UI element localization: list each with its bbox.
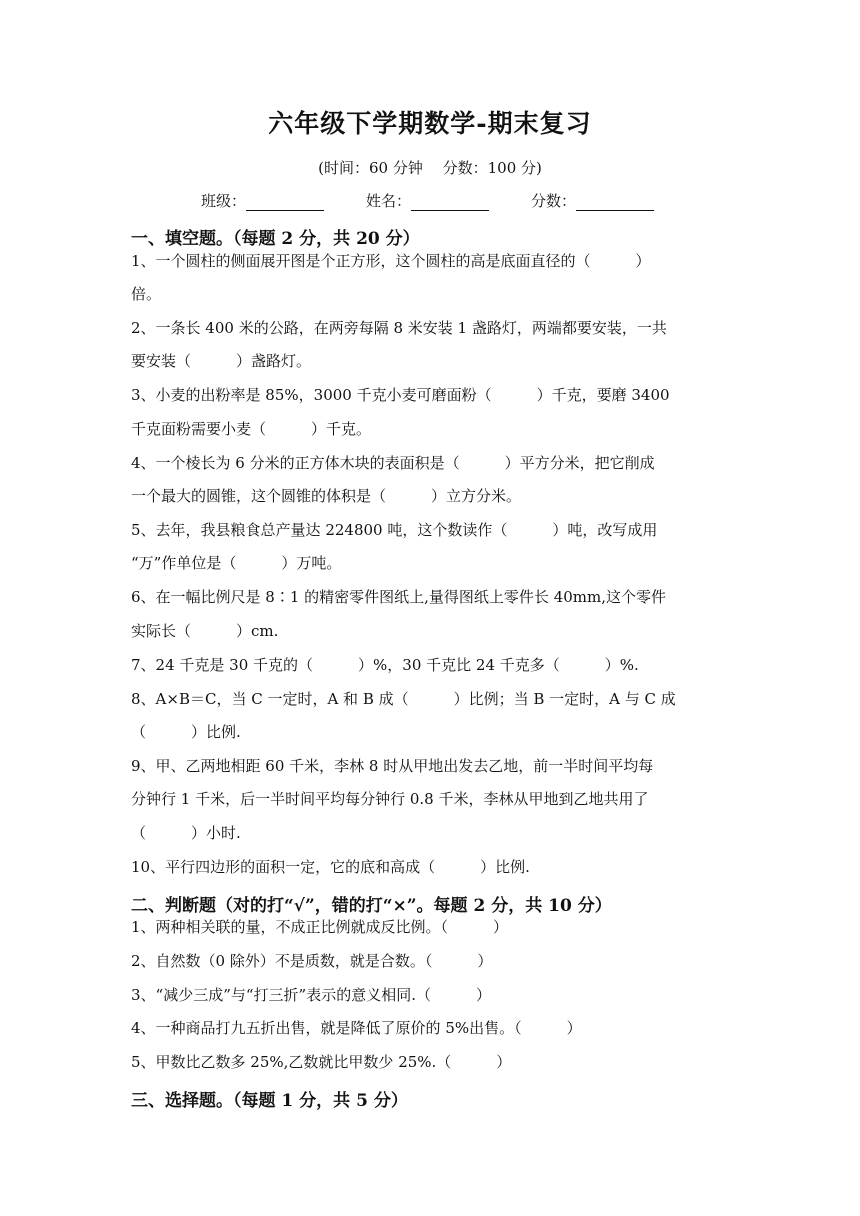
class-label: 班级：: [201, 192, 247, 210]
question-line: 倍。: [131, 285, 162, 303]
question-line: 6、在一幅比例尺是 8∶1 的精密零件图纸上,量得图纸上零件长 40mm,这个零件: [131, 588, 667, 606]
question-line: 2、自然数（0 除外）不是质数，就是合数。（ ）: [131, 952, 493, 970]
question-line: 2、一条长 400 米的公路，在两旁每隔 8 米安装 1 盏路灯，两端都要安装，一共: [131, 319, 667, 337]
question-line: 实际长（ ）cm.: [131, 622, 279, 640]
name-blank[interactable]: [411, 192, 489, 211]
score-blank[interactable]: [576, 192, 654, 211]
question-line: 3、小麦的出粉率是 85%，3000 千克小麦可磨面粉（ ）千克，要磨 3400: [131, 386, 670, 404]
question-line: 分钟行 1 千米，后一半时间平均每分钟行 0.8 千米，李林从甲地到乙地共用了: [131, 790, 649, 808]
name-label: 姓名：: [366, 192, 412, 210]
question-line: 10、平行四边形的面积一定，它的底和高成（ ）比例.: [131, 858, 530, 876]
name-field: [366, 190, 489, 211]
question-line: 8、A×B＝C，当 C 一定时，A 和 B 成（ ）比例；当 B 一定时，A 与 C 成: [131, 690, 676, 708]
score-field: [531, 190, 654, 211]
question-line: （ ）小时.: [131, 824, 241, 842]
question-line: 一个最大的圆锥，这个圆锥的体积是（ ）立方分米。: [131, 487, 522, 505]
page-title: 六年级下学期数学-期末复习: [268, 109, 592, 138]
exam-time-score: (时间：60 分钟 分数：100 分): [318, 159, 542, 177]
section-multiple-choice-heading: 三、选择题。（每题 1 分，共 5 分）: [131, 1091, 408, 1111]
question-line: 要安装（ ）盏路灯。: [131, 352, 312, 370]
question-line: 1、一个圆柱的侧面展开图是个正方形，这个圆柱的高是底面直径的（ ）: [131, 252, 651, 270]
question-line: 9、甲、乙两地相距 60 千米，李林 8 时从甲地出发去乙地，前一半时间平均每: [131, 757, 654, 775]
question-line: 5、去年，我县粮食总产量达 224800 吨，这个数读作（ ）吨，改写成用: [131, 521, 658, 539]
question-line: 千克面粉需要小麦（ ）千克。: [131, 420, 372, 438]
question-line: （ ）比例.: [131, 723, 241, 741]
class-blank[interactable]: [246, 192, 324, 211]
question-line: 4、一种商品打九五折出售，就是降低了原价的 5%出售。（ ）: [131, 1019, 582, 1037]
question-line: “万”作单位是（ ）万吨。: [131, 554, 342, 572]
question-line: 1、两种相关联的量，不成正比例就成反比例。（ ）: [131, 918, 509, 936]
section-fill-blank-heading: 一、填空题。（每题 2 分，共 20 分）: [131, 229, 420, 249]
question-line: 4、一个棱长为 6 分米的正方体木块的表面积是（ ）平方分米，把它削成: [131, 454, 655, 472]
score-label: 分数：: [531, 192, 577, 210]
question-line: 5、甲数比乙数多 25%,乙数就比甲数少 25%.（ ）: [131, 1053, 512, 1071]
section-true-false-heading: 二、判断题（对的打“√”，错的打“×”。每题 2 分，共 10 分）: [131, 896, 612, 916]
class-field: [201, 190, 324, 211]
question-line: 3、“减少三成”与“打三折”表示的意义相同.（ ）: [131, 986, 491, 1004]
question-line: 7、24 千克是 30 千克的（ ）%，30 千克比 24 千克多（ ）%.: [131, 656, 639, 674]
